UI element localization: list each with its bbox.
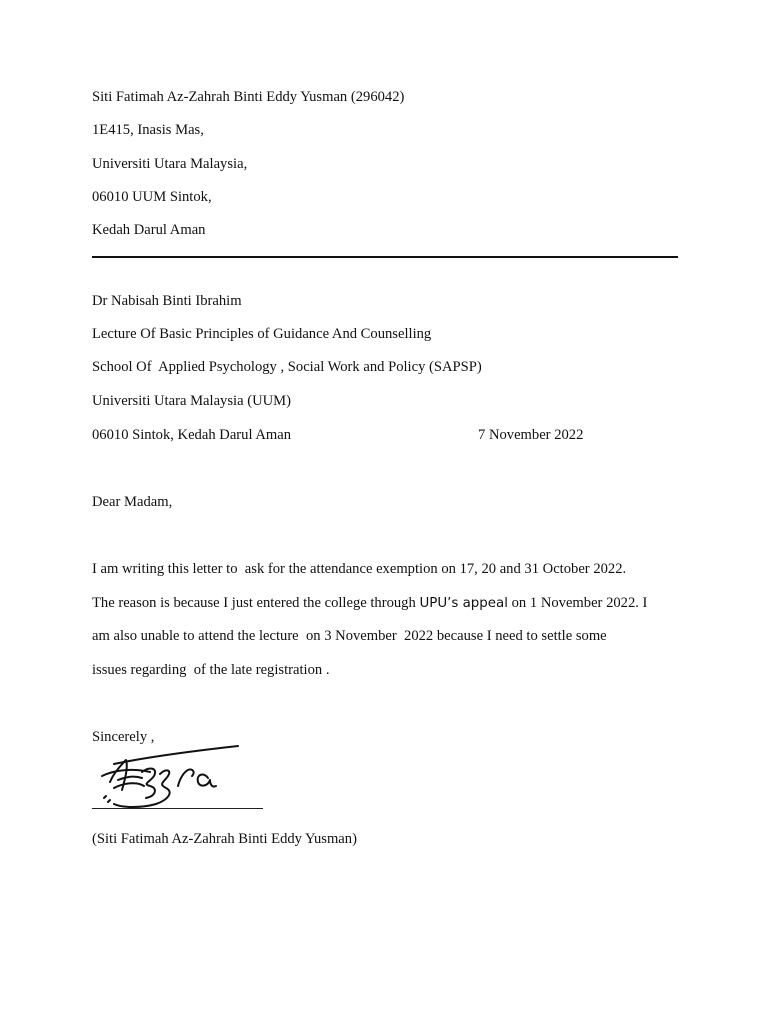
body-line-2-part-2: UPU’s appeal (419, 596, 508, 611)
body-line-2-part-3: on 1 November 2022. I (507, 595, 648, 611)
recipient-school: School Of Applied Psychology , Social Work and Policy (SAPSP) (92, 359, 482, 375)
sender-name: Siti Fatimah Az-Zahrah Binti Eddy Yusman (296042) (92, 89, 405, 105)
body-line-1: I am writing this letter to ask for the attendance exemption on 17, 20 and 31 October 2022. (92, 561, 627, 577)
handwritten-signature (92, 742, 252, 818)
recipient-address: 06010 Sintok, Kedah Darul Aman (92, 427, 292, 443)
body-line-2-part-1: The reason is because I just entered the college through (92, 595, 420, 611)
recipient-university: Universiti Utara Malaysia (UUM) (92, 393, 291, 409)
sender-address-line-4: Kedah Darul Aman (92, 222, 206, 238)
body-line-2 (92, 594, 647, 613)
header-divider (92, 256, 678, 258)
body-line-3: am also unable to attend the lecture on 3 November 2022 because I need to settle some (92, 628, 607, 644)
closing: Sincerely , (92, 729, 155, 745)
recipient-name: Dr Nabisah Binti Ibrahim (92, 293, 242, 309)
signature-name: (Siti Fatimah Az-Zahrah Binti Eddy Yusman) (92, 831, 357, 847)
sender-address-line-3: 06010 UUM Sintok, (92, 189, 212, 205)
salutation: Dear Madam, (92, 494, 173, 510)
letter-date: 7 November 2022 (478, 427, 584, 443)
recipient-title: Lecture Of Basic Principles of Guidance And Counselling (92, 326, 432, 342)
signature-line (92, 808, 263, 809)
body-line-4: issues regarding of the late registration . (92, 662, 330, 678)
sender-address-line-2: Universiti Utara Malaysia, (92, 156, 248, 172)
sender-address-line-1: 1E415, Inasis Mas, (92, 122, 204, 138)
